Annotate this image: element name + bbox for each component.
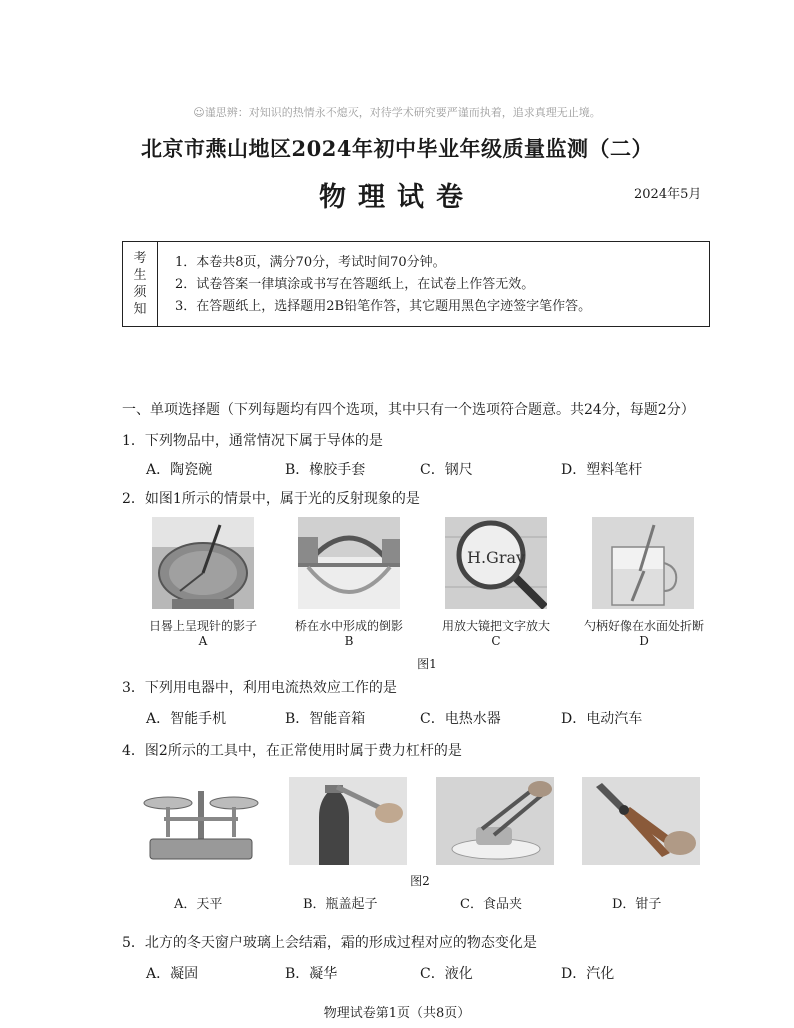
notice-rule: 3．在答题纸上，选择题用2B铅笔作答，其它题用黑色字迹签字笔作答。 xyxy=(175,299,592,314)
q1-option-d: D．塑料笔杆 xyxy=(561,462,643,478)
q4-option-c: C．食品夹 xyxy=(460,897,522,912)
balance-scale-image xyxy=(142,777,260,865)
figure-1-label: 图1 xyxy=(417,657,437,671)
bottle-opener-image xyxy=(289,777,407,865)
notice-box xyxy=(122,241,710,327)
food-tongs-image xyxy=(436,777,554,865)
notice-rule: 1．本卷共8页，满分70分，考试时间70分钟。 xyxy=(175,255,446,270)
q3-option-d: D．电动汽车 xyxy=(561,711,643,727)
question-2-stem: 2．如图1所示的情景中，属于光的反射现象的是 xyxy=(122,491,420,507)
caption-a: 日晷上呈现针的影子 xyxy=(148,619,257,633)
letter-b: B xyxy=(344,634,354,648)
q1-option-a: A．陶瓷碗 xyxy=(146,462,213,478)
q5-option-d: D．汽化 xyxy=(561,966,615,982)
notice-label-char: 知 xyxy=(133,302,147,317)
letter-d: D xyxy=(639,634,649,648)
q5-option-a: A．凝固 xyxy=(146,966,199,982)
magnifier-image xyxy=(445,517,547,609)
q3-option-c: C．电热水器 xyxy=(420,711,501,727)
caption-d: 勺柄好像在水面处折断 xyxy=(583,619,704,633)
q3-option-b: B．智能音箱 xyxy=(285,711,366,727)
question-1-stem: 1．下列物品中，通常情况下属于导体的是 xyxy=(122,433,383,449)
subject-title: 物理试卷 xyxy=(319,182,475,213)
q3-option-a: A．智能手机 xyxy=(146,711,227,727)
magnifier-text: H.Grav xyxy=(467,548,526,567)
letter-a: A xyxy=(198,634,208,648)
sundial-image xyxy=(152,517,254,609)
q5-option-b: B．凝华 xyxy=(285,966,338,982)
notice-label xyxy=(123,242,158,326)
caption-b: 桥在水中形成的倒影 xyxy=(294,619,403,633)
exam-date: 2024年5月 xyxy=(634,187,702,202)
q1-option-b: B．橡胶手套 xyxy=(285,462,366,478)
notice-rules xyxy=(175,252,591,318)
letter-c: C xyxy=(491,634,501,648)
question-5-stem: 5．北方的冬天窗户玻璃上会结霜，霜的形成过程对应的物态变化是 xyxy=(122,935,537,951)
spoon-in-water-image xyxy=(592,517,694,609)
q4-option-b: B．瓶盖起子 xyxy=(303,897,378,912)
q4-option-a: A．天平 xyxy=(174,897,223,912)
exam-title: 北京市燕山地区2024年初中毕业年级质量监测（二） xyxy=(141,136,653,161)
section-heading: 一、单项选择题（下列每题均有四个选项，其中只有一个选项符合题意。共24分，每题2分） xyxy=(122,402,695,418)
bridge-reflection-image xyxy=(298,517,400,609)
notice-label-char: 须 xyxy=(133,285,147,300)
notice-label-char: 考 xyxy=(133,251,147,266)
q1-option-c: C．钢尺 xyxy=(420,462,473,478)
question-3-stem: 3．下列用电器中，利用电流热效应工作的是 xyxy=(122,680,397,696)
pliers-image xyxy=(582,777,700,865)
question-4-stem: 4．图2所示的工具中，在正常使用时属于费力杠杆的是 xyxy=(122,743,462,759)
notice-rule: 2．试卷答案一律填涂或书写在答题纸上，在试卷上作答无效。 xyxy=(175,277,535,292)
notice-label-char: 生 xyxy=(133,268,147,283)
caption-c: 用放大镜把文字放大 xyxy=(441,619,550,633)
figure-2-label: 图2 xyxy=(410,874,430,888)
q5-option-c: C．液化 xyxy=(420,966,473,982)
page-footer: 物理试卷第1页（共8页） xyxy=(323,1006,471,1021)
motto-line: ☺谨思辨：对知识的热情永不熄灭，对待学术研究要严谨而执着，追求真理无止境。 xyxy=(193,106,601,119)
q4-option-d: D．钳子 xyxy=(612,897,662,912)
